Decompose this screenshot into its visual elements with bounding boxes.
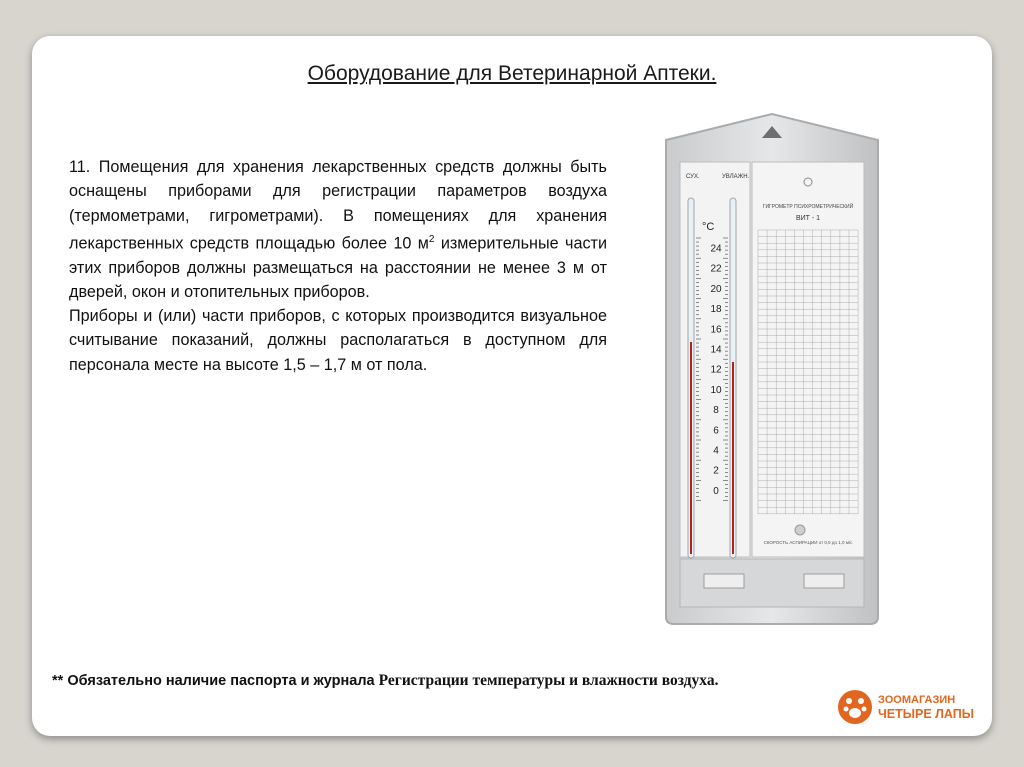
slide-title: Оборудование для Ветеринарной Аптеки. <box>307 62 717 85</box>
paragraph-2: Приборы и (или) части приборов, с которых производится визуальное считывание показаний, должны располагаться в доступном для персонала месте на высоте 1,5 – 1,7 м от пола. <box>69 307 607 374</box>
scale-label: 8 <box>713 405 719 417</box>
panel-title: ГИГРОМЕТР ПСИХРОМЕТРИЧЕСКИЙ <box>762 204 854 210</box>
scale-label: 16 <box>710 324 722 336</box>
footer-note <box>52 672 852 690</box>
scale-label: 14 <box>710 344 722 356</box>
scale-label: 6 <box>713 425 719 437</box>
scale-label: 24 <box>710 243 722 255</box>
scale-label: 2 <box>713 465 719 477</box>
panel-knob <box>795 525 805 535</box>
paragraph-1-lead: 11. Помещения для хранения лекарственных средств должны быть оснащены приборами для регистрации параметров воздуха (термометрами, гигрометрами). В помещениях для хранения лекарственных средств площадью более 10 м <box>69 158 607 253</box>
logo-line-2: ЧЕТЫРЕ ЛАПЫ <box>878 707 974 721</box>
note-prefix: ** Обязательно наличие паспорта и журнала <box>52 673 379 689</box>
scale-label: 18 <box>710 304 722 316</box>
paragraph-1-tail: измерительные части этих приборов должны размещаться на расстоянии не менее 3 м от дверей, окон и отопительных приборов. <box>69 234 608 301</box>
scale-label: 10 <box>710 384 722 396</box>
scale-label: 4 <box>713 445 719 457</box>
body-text <box>69 155 607 377</box>
logo-line-1: ЗООМАГАЗИН <box>878 694 956 706</box>
label-wet: УВЛАЖН. <box>722 174 750 180</box>
note-emphasis: Регистрации температуры и влажности воздуха. <box>378 672 719 689</box>
scale-label: 12 <box>710 364 722 376</box>
logo-paw-icon <box>838 690 872 724</box>
dry-thermometer-mercury <box>690 342 692 554</box>
panel-footer: СКОРОСТЬ АСПИРАЦИИ от 0,5 до 1,0 м/с <box>763 540 853 545</box>
scale-label: 22 <box>710 263 722 275</box>
scale-label: 0 <box>713 485 719 497</box>
hygrometer-image <box>658 112 886 632</box>
panel-model: ВИТ - 1 <box>795 215 821 222</box>
wet-thermometer-mercury <box>732 362 734 554</box>
brand-logo <box>836 686 986 728</box>
label-dry: СУХ. <box>686 174 700 180</box>
paragraph-1 <box>69 155 607 304</box>
unit-label: °C <box>702 221 715 233</box>
area-superscript: 2 <box>428 233 435 245</box>
scale-label: 20 <box>710 283 722 295</box>
